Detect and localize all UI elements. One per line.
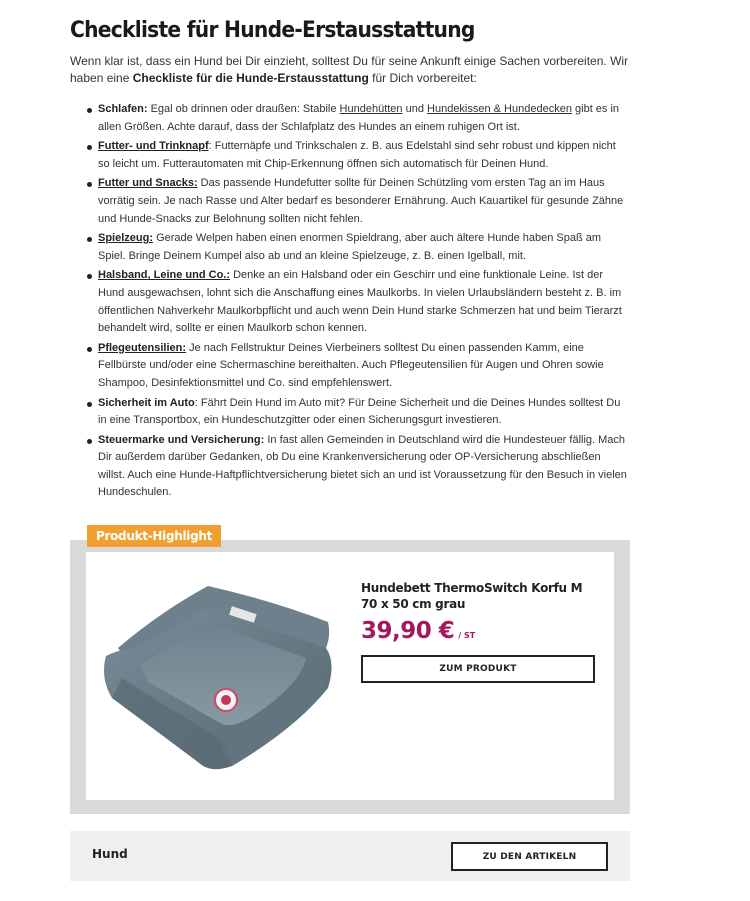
page-title: Checkliste für Hunde-Erstausstattung xyxy=(70,18,475,43)
intro-bold-text: Checkliste für die Hunde-Erstausstattung xyxy=(132,71,369,85)
product-name[interactable]: Hundebett ThermoSwitch Korfu M 70 x 50 cm grau xyxy=(361,581,583,611)
intro-text-end: für Dich vorbereitet: xyxy=(368,71,477,85)
category-label: Hund xyxy=(92,847,128,861)
item-text: : Futternäpfe und Trinkschalen z. B. aus Edelstahl sind sehr robust und kippen nicht so leicht um. Futterautomaten mit Chip-Erkennung öffnen sich automatisch für Deinen Hund. xyxy=(98,140,616,170)
link-spielzeug[interactable]: Spielzeug: xyxy=(98,232,154,245)
item-text: Denke an ein Halsband oder ein Geschirr und eine funktionale Leine. Ist der Hund ausgewachsen, lohnt sich die Anschaffung eines Maulkorbs. In vielen Urlaubsländern besteht z. B. im öffentlichen Nahverkehr Maulkorbpflicht und auch wenn Dein Hund starke Schmerzen hat und beim Tierarzt behandelt wird, sollte er einen Maulkorb schon kennen. xyxy=(98,269,622,335)
checklist-item-futter xyxy=(98,175,630,228)
link-pflegeutensilien[interactable]: Pflegeutensilien: xyxy=(98,341,187,354)
checklist-item-spielzeug xyxy=(98,230,630,265)
checklist-item-auto xyxy=(98,395,630,430)
intro-paragraph xyxy=(70,53,630,87)
product-highlight-badge: Produkt-Highlight xyxy=(87,525,221,547)
category-bar xyxy=(70,831,630,881)
link-futter-trinknapf[interactable]: Futter- und Trinknapf xyxy=(98,140,209,153)
zu-den-artikeln-button[interactable]: ZU DEN ARTIKELN xyxy=(451,842,608,871)
link-futter-snacks[interactable]: Futter und Snacks: xyxy=(98,177,198,190)
dog-bed-image[interactable] xyxy=(100,578,342,774)
link-hundehuetten[interactable]: Hundehütten xyxy=(339,103,403,115)
item-label: Sicherheit im Auto xyxy=(98,396,195,409)
checklist-item-halsband xyxy=(98,267,630,337)
price-unit: / ST xyxy=(458,631,476,640)
checklist-item-napf xyxy=(98,138,630,173)
item-label: Steuermarke und Versicherung: xyxy=(98,433,265,446)
checklist-item-pflege xyxy=(98,340,630,393)
item-text: In fast allen Gemeinden in Deutschland wird die Hundesteuer fällig. Mach Dir außerdem darüber Gedanken, ob Du eine Krankenversicherung oder OP-Versicherung abschließen willst. Auch eine Hunde-Haftpflichtversicherung bietet sich an und ist Voraussetzung für den Besuch in vielen Hundeschulen. xyxy=(98,433,627,499)
checklist-item-schlafen xyxy=(98,101,630,136)
checklist xyxy=(70,101,630,502)
item-text: gibt es in allen Größen. Achte darauf, dass der Schlafplatz des Hundes an einem ruhigen Ort ist. xyxy=(98,103,620,133)
item-text: Je nach Fellstruktur Deines Vierbeiners solltest Du einen passenden Kamm, eine Fellbürste und/oder eine Schermaschine bereithalten. Auch Pflegeutensilien für Augen und Ohren sowie Shampoo, Desinfektionsmittel und Co. sind empfehlenswert. xyxy=(98,341,604,389)
product-card xyxy=(86,552,614,800)
item-label: Schlafen: xyxy=(98,103,148,115)
item-text: Gerade Welpen haben einen enormen Spieldrang, aber auch ältere Hunde haben Spaß am Spiel. Bringe Deinem Kumpel also ab und an kleine Spielzeuge, z. B. einen Igelball, mit. xyxy=(98,232,602,262)
item-text: und xyxy=(402,103,428,115)
item-text: Egal ob drinnen oder draußen: Stabile xyxy=(147,103,340,115)
link-halsband-leine[interactable]: Halsband, Leine und Co.: xyxy=(98,269,231,282)
product-price: 39,90 € xyxy=(361,618,455,644)
checklist-item-steuer xyxy=(98,432,630,502)
zum-produkt-button[interactable]: ZUM PRODUKT xyxy=(361,655,595,683)
price-row xyxy=(361,618,475,644)
link-hundekissen-hundedecken[interactable]: Hundekissen & Hundedecken xyxy=(427,103,572,115)
intro-text: Wenn klar ist, dass ein Hund bei Dir einzieht, solltest Du für seine Ankunft einige Sachen vorbereiten. Wir haben eine xyxy=(70,54,629,85)
article xyxy=(70,16,630,504)
item-text: : Fährt Dein Hund im Auto mit? Für Deine Sicherheit und die Deines Hundes solltest Du in eine Transportbox, ein Hundeschutzgitter oder einen Sicherungsgurt investieren. xyxy=(98,396,621,427)
item-text: Das passende Hundefutter sollte für Deinen Schützling vom ersten Tag an im Haus vorrätig sein. Je nach Rasse und Alter bedarf es besonderer Ernährung. Auch Kauartikel für gesunde Zähne und Hunde-Snacks zur Belohnung sollten nicht fehlen. xyxy=(98,177,624,225)
